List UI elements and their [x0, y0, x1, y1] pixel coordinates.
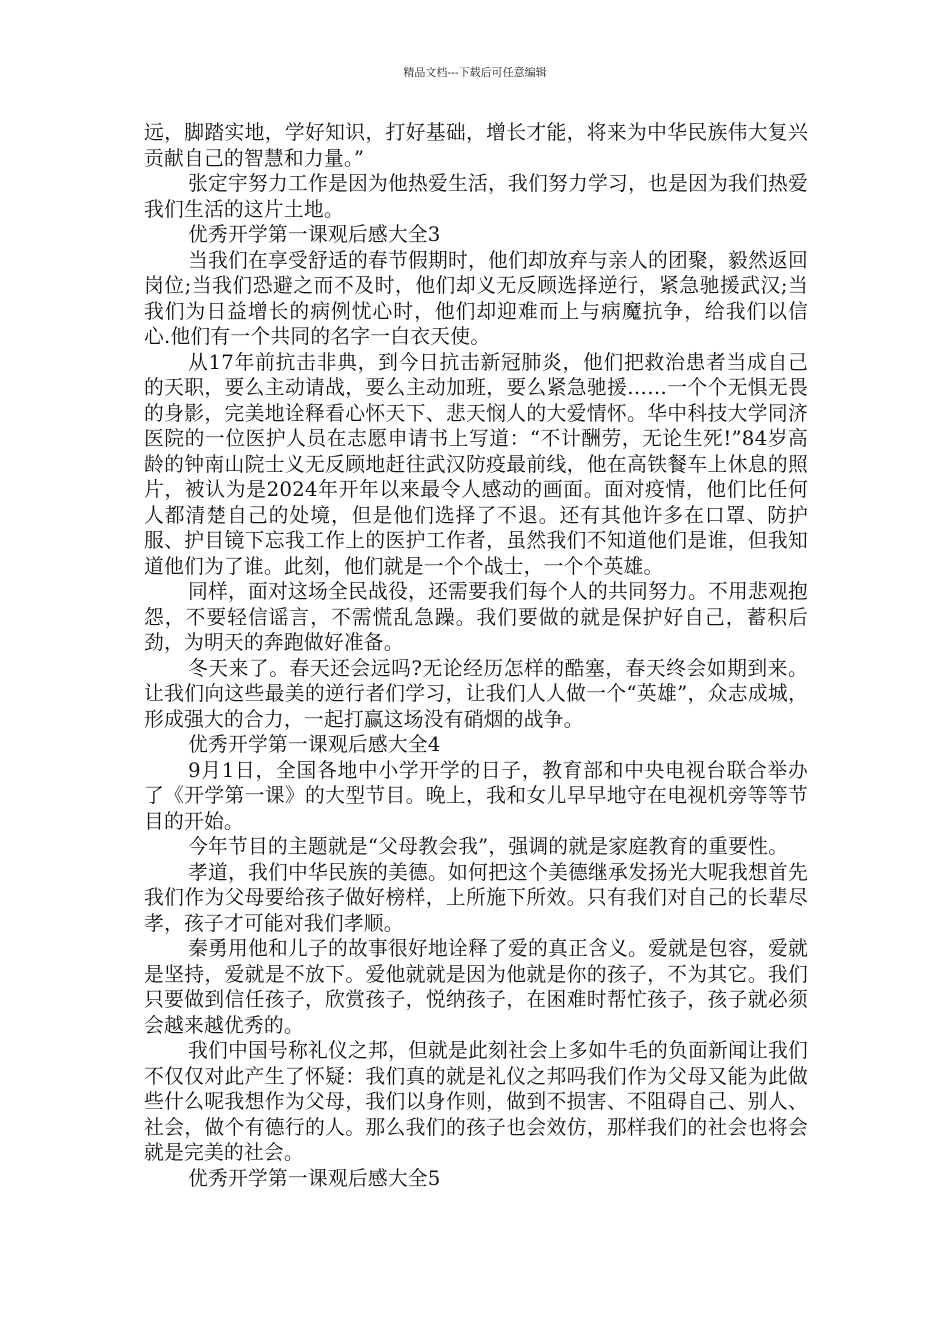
paragraph-spring: 冬天来了。春天还会远吗?无论经历怎样的酷塞，春天终会如期到来。让我们向这些最美的逆行者们学习，让我们人人做一个“英雄”，众志成城，形成强大的合力，一起打赢这场没有硝烟的战争。 [144, 656, 808, 731]
paragraph-sars-covid: 从17年前抗击非典，到今日抗击新冠肺炎，他们把救治患者当成自己的天职，要么主动请战，要么主动加班，要么紧急驰援……一个个无惧无畏的身影，完美地诠释看心怀天下、悲天悯人的大爱情怀。华中科技大学同济医院的一位医护人员在志愿申请书上写道：“不计酬劳，无论生死!”84岁高龄的钟南山院士义无反顾地赶往武汉防疫最前线，他在高铁餐车上休息的照片，被认为是2024年开年以来最令人感动的画面。面对疫情，他们比任何人都清楚自己的处境，但是他们选择了不退。还有其他许多在口罩、防护服、护目镜下忘我工作上的医护工作者，虽然我们不知道他们是谁，但我知道他们为了谁。此刻，他们就是一个个战士，一个个英雄。 [144, 350, 808, 578]
paragraph-september-first: 9月1日，全国各地中小学开学的日子，教育部和中央电视台联合举办了《开学第一课》的大型节目。晚上，我和女儿早早地守在电视机旁等等节目的开始。 [144, 758, 808, 833]
section-heading-4: 优秀开学第一课观后感大全4 [188, 733, 441, 756]
section-heading-3: 优秀开学第一课观后感大全3 [188, 223, 441, 246]
paragraph-filial-piety: 孝道，我们中华民族的美德。如何把这个美德继承发扬光大呢我想首先我们作为父母要给孩子做好榜样，上所施下所效。只有我们对自己的长辈尽孝，孩子才可能对我们孝顺。 [144, 860, 808, 935]
section-heading-5: 优秀开学第一课观后感大全5 [188, 1166, 441, 1190]
paragraph-theme: 今年节目的主题就是“父母教会我”，强调的就是家庭教育的重要性。 [188, 835, 789, 858]
page-header: 精品文档---下载后可任意编辑 [403, 66, 547, 79]
paragraph-zhang-dingyu: 张定宇努力工作是因为他热爱生活，我们努力学习，也是因为我们热爱我们生活的这片土地。 [144, 172, 808, 221]
paragraph-qin-yong: 秦勇用他和儿子的故事很好地诠释了爱的真正含义。爱就是包容，爱就是坚持，爱就是不放下。爱他就就是因为他就是你的孩子，不为其它。我们只要做到信任孩子，欣赏孩子，悦纳孩子，在困难时帮忙孩子，孩子就必须会越来越优秀的。 [144, 937, 808, 1037]
paragraph-etiquette: 我们中国号称礼仪之邦，但就是此刻社会上多如牛毛的负面新闻让我们不仅仅对此产生了怀疑：我们真的就是礼仪之邦吗我们作为父母又能为此做些什么呢我想作为父母，我们以身作则，做到不损害、不阻碍自己、别人、社会，做个有德行的人。那么我们的孩子也会效仿，那样我们的社会也将会就是完美的社会。 [144, 1039, 808, 1164]
paragraph-common-effort: 同样，面对这场全民战役，还需要我们每个人的共同努力。不用悲观抱怨，不要轻信谣言，不需慌乱急躁。我们要做的就是保护好自己，蓄积后劲，为明天的奔跑做好准备。 [144, 580, 808, 654]
paragraph-continuation: 远，脚踏实地，学好知识，打好基础，增长才能，将来为中华民族伟大复兴贡献自己的智慧和力量。” [144, 121, 808, 170]
paragraph-white-angels: 当我们在享受舒适的春节假期时，他们却放弃与亲人的团聚，毅然返回岗位;当我们恐避之而不及时，他们却义无反顾选择逆行，紧急驰援武汉;当我们为日益增长的病例忧心时，他们却迎难而上与病魔抗争，给我们以信心.他们有一个共同的名字一白衣天使。 [144, 248, 808, 348]
document-body [144, 120, 808, 1191]
